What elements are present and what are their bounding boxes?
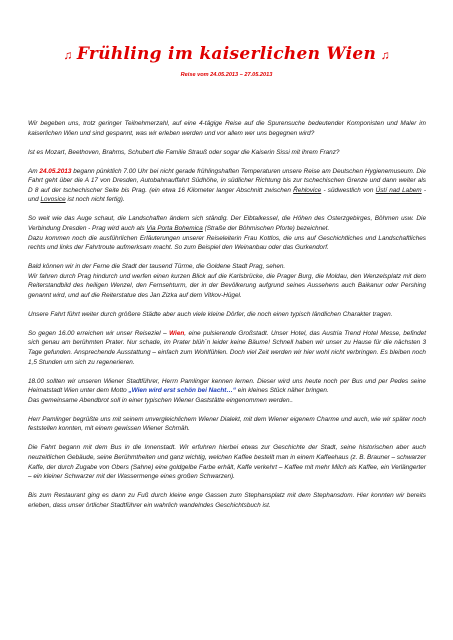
text-span: Wir fahren durch Prag hindurch und werfen einen kurzen Blick auf die Karlsbrücke, die Prager Burg, die Moldau, den Wenzelsplatz mit dem Reiterstandbild des heiligen Wenzel, den Fernsehturm, der in der Bevölkerung aufgrund seines Aussehens auch Baikanur oder Pershing genannt wird, und auf die Reiterstatue des Jan Zizka auf dem Vitkov-Hügel. — [28, 272, 426, 299]
text-span: 18.00 sollten wir unseren Wiener Stadtführer, Herrn Pamlinger kennen lernen. Dieser wird uns heute noch per Bus und per Pedes seine Heimatstadt Wien unter dem Motto — [28, 377, 426, 395]
text-span: Dazu kommen noch die ausführlichen Erläuterungen unserer Reiseleiterin Frau Kottlos, die uns auf Geschichtliches und Landschaftliches rechts und links der Fahrtroute aufmerksam macht. So zum Beispiel den Weinanbau oder das Gurkendorf. — [28, 234, 426, 252]
music-note-icon: ♫ — [380, 48, 390, 62]
link-usti-nad-labem[interactable]: Ústí nad Labem — [375, 186, 422, 194]
paragraph-departure — [28, 167, 426, 205]
travel-dates: Reise vom 24.05.2013 – 27.05.2013 — [180, 72, 273, 78]
text-span: ist noch nicht fertig). — [65, 196, 125, 204]
paragraph-prague — [28, 262, 426, 300]
paragraph-question: Ist es Mozart, Beethoven, Brahms, Schubert die Familie Strauß oder sogar die Kaiserin Sissi mit ihrem Franz? — [28, 148, 340, 156]
paragraph-city-tour: Die Fahrt begann mit dem Bus in die Innenstadt. Wir erfuhren hierbei etwas zur Geschichte der Stadt, seine historischen aber auch neuzeitlichen Gebäude, seine Berühmtheiten und ganz wichtig, welchen Kaffee bestellt man in einem Kaffeehaus (z. B. Brauner – schwarzer Kaffe, der durch Zugabe von Obers (Sahne) eine goldgelbe Farbe erhält, Kaffe verkehrt – Kaffee mit mehr Milch als Kaffee, ein Verlängerter – ein kleiner Schwarzer mit der Wassermenge eines großen Schwarzen). — [28, 444, 426, 481]
paragraph-arrival — [28, 329, 426, 367]
text-span: - südwestlich von — [321, 186, 376, 194]
paragraph-villages: Unsere Fahrt führt weiter durch größere Städte aber auch viele kleine Dörfer, die noch einen typisch ländlichen Charakter tragen. — [28, 310, 393, 318]
text-span: So weit wie das Auge schaut, die Landschaften ändern sich ständig. Der Elbtalkessel, die Höhen des Osterzgebirges, Böhmen usw. Die Verbindung Dresden - Prag wird auch als — [28, 215, 426, 232]
title-row — [0, 44, 453, 64]
text-span: Das gemeinsame Abendbrot soll in einer typischen Wiener Gaststätte eingenommen werden.. — [28, 396, 294, 404]
paragraph-landscape — [28, 214, 426, 252]
text-span: Am — [28, 167, 40, 175]
text-span: So gegen 16.00 erreichen wir unser Reiseziel – — [28, 329, 170, 337]
link-rehlovice[interactable]: Řehlovice — [293, 186, 322, 194]
text-span: ein kleines Stück näher bringen. — [236, 387, 329, 395]
paragraph-intro: Wir begeben uns, trotz geringer Teilnehmerzahl, auf eine 4-tägige Reise auf die Spurensuche bedeutender Komponisten und Maler im kaiserlichen Wien und sind gespannt, was wir erleben werden und vor allem wer uns begegnen wird? — [28, 120, 426, 137]
city-wien: Wien — [169, 329, 185, 337]
paragraph-greeting: Herr Pamlinger begrüßte uns mit seinem unvergleichlichem Wiener Dialekt, mit dem Wiener eigenem Charme und auch, wie wir später noch feststellen konnten, mit einem gewissen Wiener Schmäh. — [28, 415, 426, 433]
departure-date: 24.05.2013 — [39, 167, 72, 175]
paragraph-guide — [28, 377, 426, 406]
link-via-porta-bohemica[interactable]: Via Porta Bohemica — [146, 224, 203, 232]
music-note-icon: ♫ — [63, 48, 73, 62]
text-span: , eine pulsierende Großstadt. Unser Hotel, das Austria Trend Hotel Messe, befindet sich genau am berühmten Prater. Nur schade, im Prater blüh´n leider keine Bäume! Schnell haben wir unser zu Hause für die nächsten 3 Tage gefunden. Ansprechende Ausstattung – einfach zum Wohlfühlen. Doch viel Zeit werden wir hier wohl nicht verbringen. Es bleiben noch 1,5 Stunden um sich zu regenerieren. — [28, 329, 426, 366]
link-lovosice[interactable]: Lovosice — [40, 196, 66, 204]
text-span: - und — [28, 186, 426, 204]
paragraph-restaurant: Bis zum Restaurant ging es dann zu Fuß durch kleine enge Gassen zum Stephansplatz mit dem Stephansdom. Hier konnten wir bereits erleben, dass unser örtlicher Stadtführer ein wahrlich wandelndes Geschichtsbuch ist. — [28, 492, 426, 509]
report-body — [28, 119, 426, 510]
page-title: Frühling im kaiserlichen Wien — [76, 44, 377, 64]
text-span: Bald können wir in der Ferne die Stadt der tausend Türme, die Goldene Stadt Prag, sehen. — [28, 263, 286, 271]
text-span: (Straße der Böhmischen Pforte) bezeichnet. — [202, 224, 330, 232]
text-span: begann pünktlich 7.00 Uhr bei nicht gerade frühlingshaften Temperaturen unsere Reise am Deutschen Hygienemuseum. Die Fahrt geht über die A 17 von Dresden, Autobahnauffahrt Südhöhe, in südlicher Richtung bis zur tschechischen Grenze und dann weiter als D 8 auf der tschechischer Seite bis Prag. (ein etwa 16 Kilometer langer Abschnitt zwischen — [28, 167, 426, 194]
tour-motto: „Wien wird erst schön bei Nacht…“ — [128, 387, 237, 395]
